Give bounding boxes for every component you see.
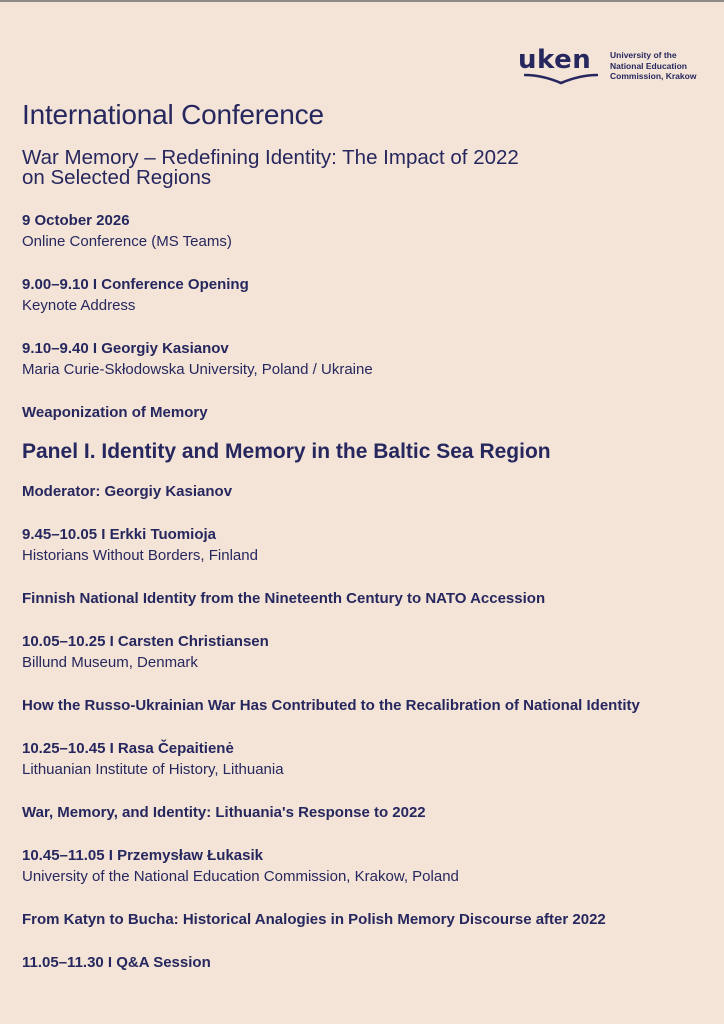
keynote-block [22, 338, 712, 380]
talk-topic: War, Memory, and Identity: Lithuania's Response to 2022 [22, 804, 426, 821]
opening-title: 9.00–9.10 I Conference Opening [22, 276, 249, 293]
talk-title: 10.25–10.45 I Rasa Čepaitienė [22, 740, 234, 757]
talk-1 [22, 524, 712, 566]
conference-subtitle [22, 148, 712, 188]
talk-4 [22, 845, 712, 887]
talk-3 [22, 738, 712, 780]
conference-format: Online Conference (MS Teams) [22, 233, 232, 250]
talk-topic: From Katyn to Bucha: Historical Analogies in Polish Memory Discourse after 2022 [22, 911, 606, 928]
moderator-block [22, 481, 712, 502]
conference-title: International Conference [22, 99, 324, 130]
talk-affiliation: Billund Museum, Denmark [22, 654, 198, 671]
talk-1-topic-block [22, 588, 712, 609]
logo-wordmark: uken [518, 45, 592, 75]
talk-topic: Finnish National Identity from the Nineteenth Century to NATO Accession [22, 590, 546, 607]
panel-title: Panel I. Identity and Memory in the Baltic Sea Region [22, 440, 551, 463]
keynote-topic-block [22, 402, 712, 423]
keynote-affiliation: Maria Curie-Skłodowska University, Poland / Ukraine [22, 361, 373, 378]
university-logo [518, 45, 702, 85]
keynote-topic: Weaponization of Memory [22, 404, 208, 421]
talk-4-topic-block [22, 909, 712, 930]
panel-moderator: Moderator: Georgiy Kasianov [22, 483, 233, 500]
opening-detail: Keynote Address [22, 297, 136, 314]
talk-affiliation: Lithuanian Institute of History, Lithuania [22, 761, 284, 778]
logo-book-icon [524, 73, 598, 85]
institution-name [610, 50, 706, 82]
institution-line: Commission, Krakow [610, 71, 697, 81]
talk-topic: How the Russo-Ukrainian War Has Contributed to the Recalibration of National Identity [22, 697, 640, 714]
subtitle-line: on Selected Regions [22, 166, 212, 189]
program-content [22, 97, 712, 973]
opening-block [22, 274, 712, 316]
talk-affiliation: Historians Without Borders, Finland [22, 547, 258, 564]
institution-line: National Education [610, 60, 687, 71]
date-block [22, 210, 712, 252]
keynote-title: 9.10–9.40 I Georgiy Kasianov [22, 340, 229, 357]
qa-block [22, 952, 712, 973]
qa-session: 11.05–11.30 I Q&A Session [22, 954, 211, 971]
talk-title: 9.45–10.05 I Erkki Tuomioja [22, 526, 216, 543]
talk-3-topic-block [22, 802, 712, 823]
talk-2 [22, 631, 712, 673]
talk-title: 10.05–10.25 I Carsten Christiansen [22, 633, 269, 650]
talk-2-topic-block [22, 695, 712, 716]
institution-line: University of the [610, 50, 677, 60]
talk-title: 10.45–11.05 I Przemysław Łukasik [22, 847, 264, 864]
subtitle-line: War Memory – Redefining Identity: The Impact of 2022 [22, 146, 519, 169]
top-border [0, 0, 724, 2]
talk-affiliation: University of the National Education Commission, Krakow, Poland [22, 868, 459, 885]
conference-date: 9 October 2026 [22, 212, 130, 229]
